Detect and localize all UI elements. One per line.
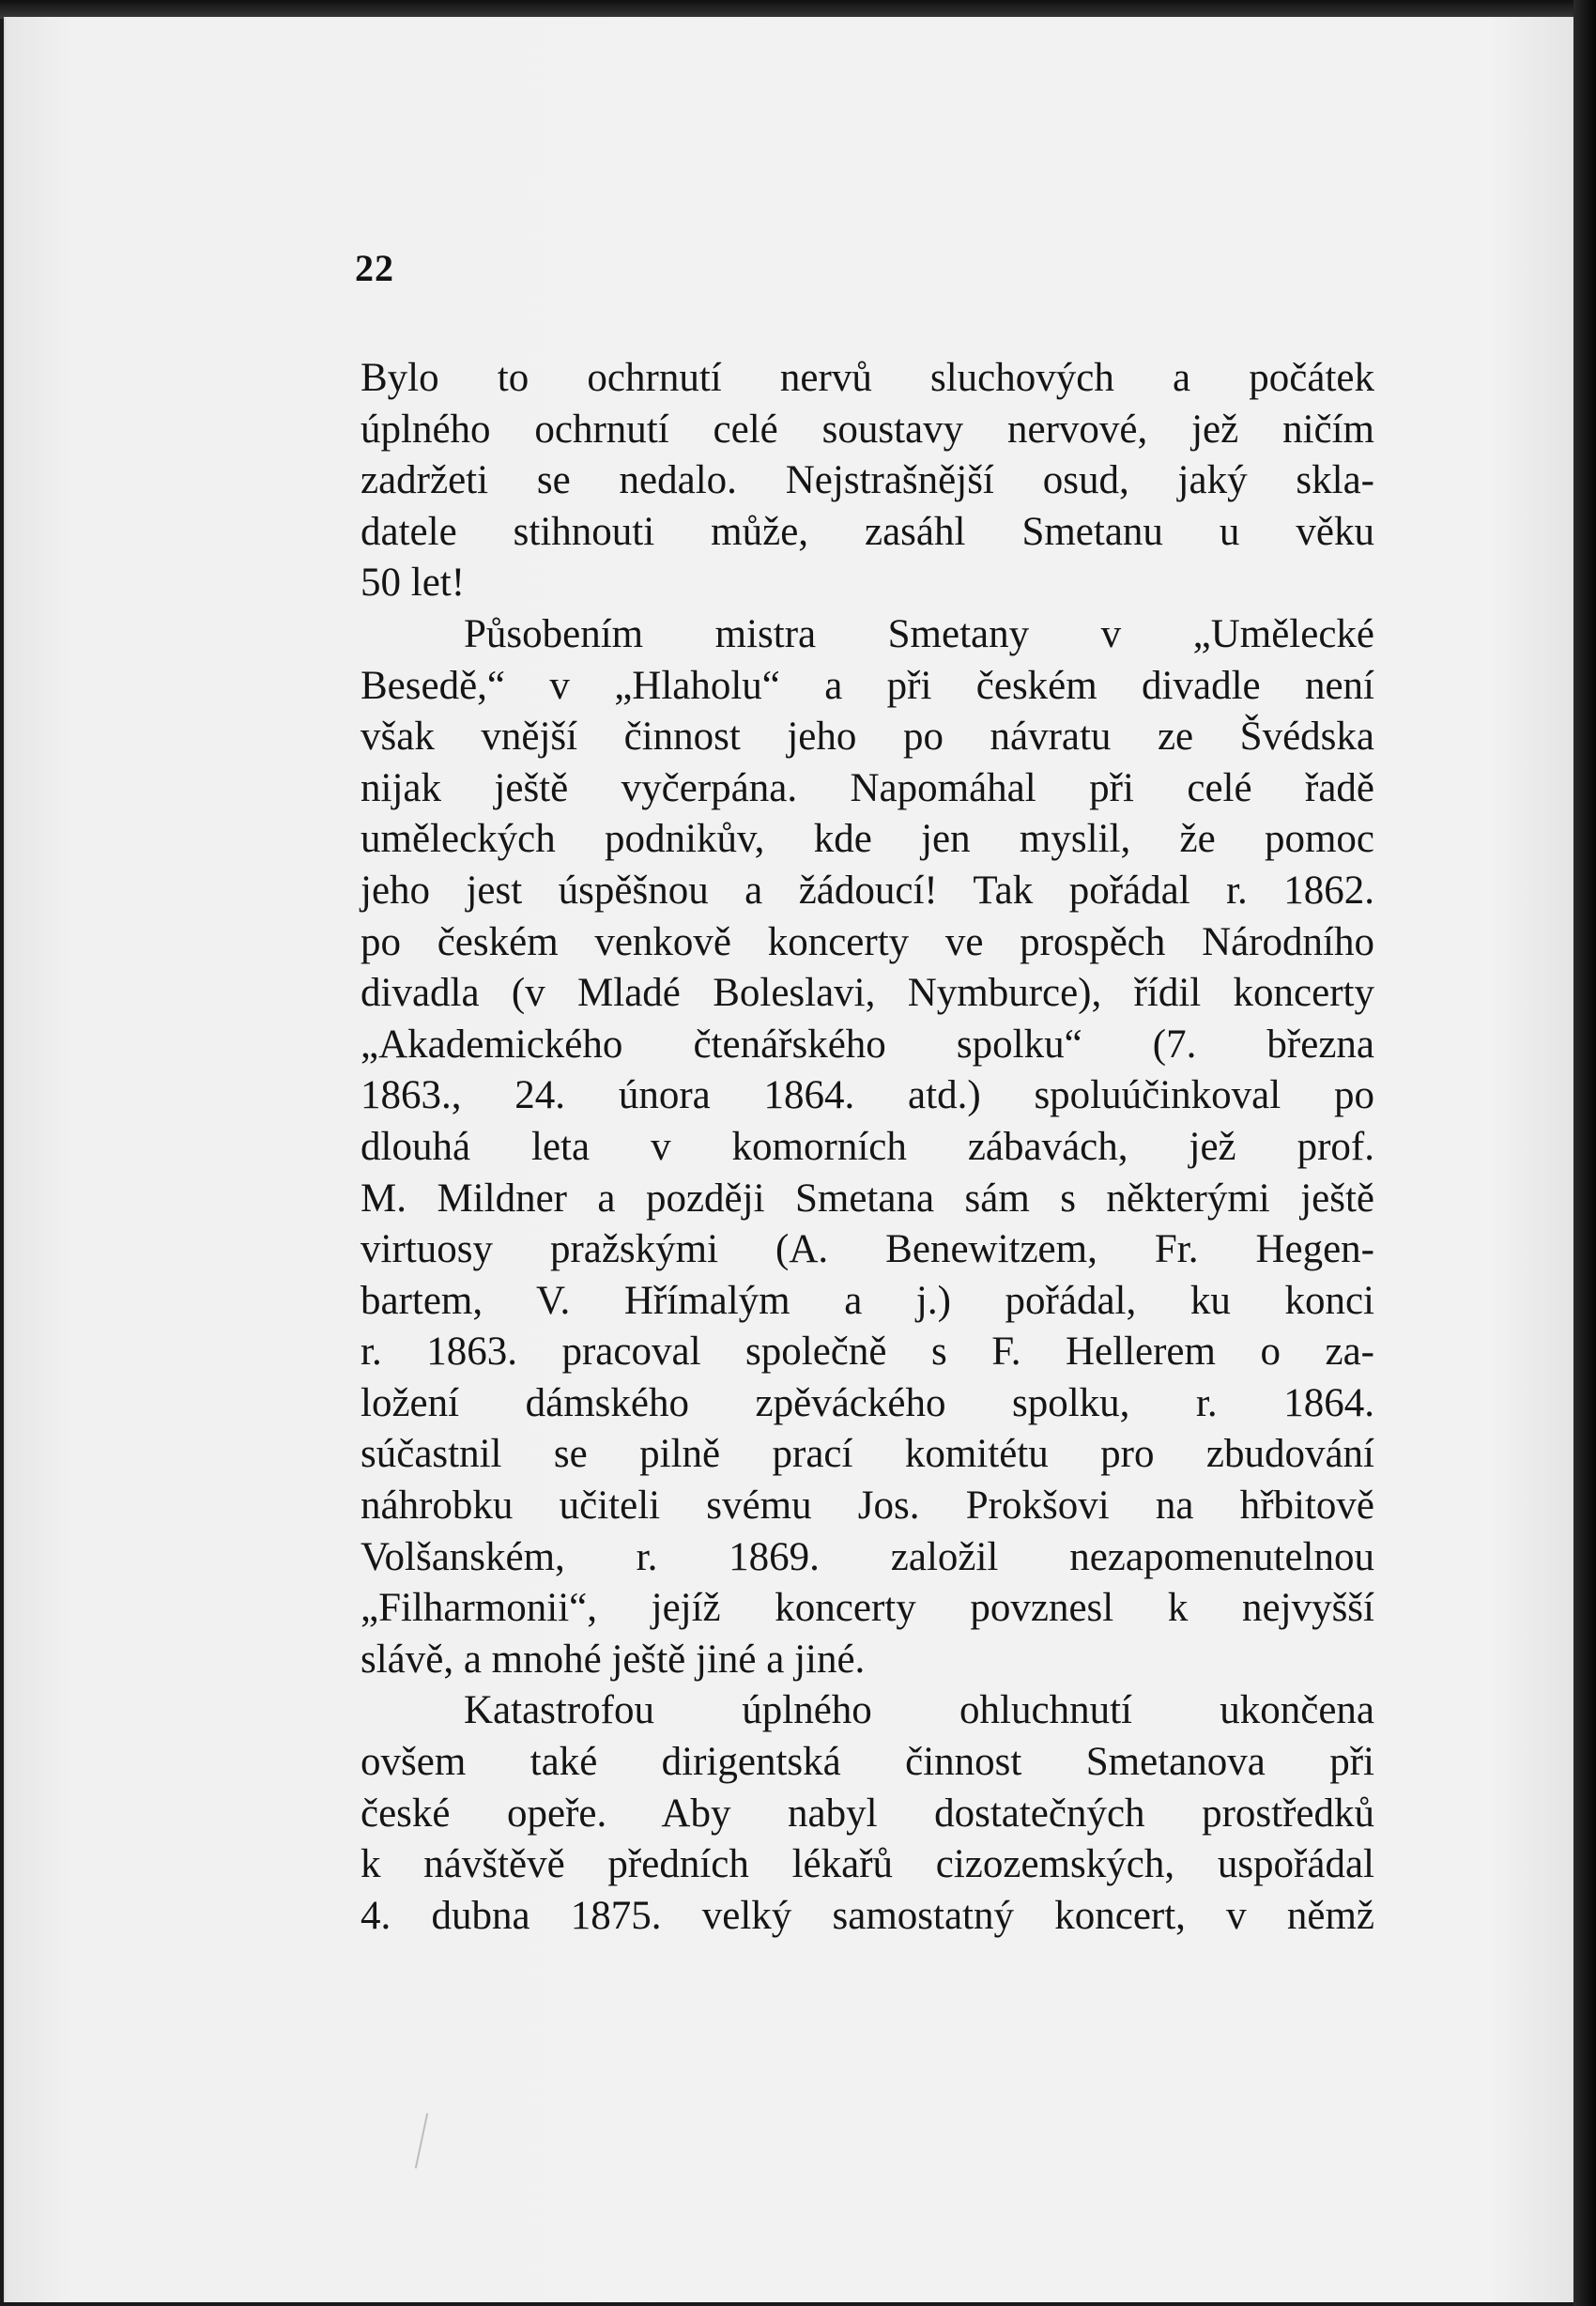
text-line: r. 1863. pracoval společně s F. Hellerem o za- (361, 1330, 1374, 1375)
text-line: súčastnil se pilně prací komitétu pro zbudování (361, 1432, 1374, 1477)
text-line: uměleckých podnikův, kde jen myslil, že pomoc (361, 817, 1374, 862)
text-line: bartem, V. Hřímalým a j.) pořádal, ku konci (361, 1278, 1374, 1323)
text-line: M. Mildner a později Smetana sám s některými ještě (361, 1176, 1374, 1221)
body-text (361, 353, 1374, 1942)
text-line: Bylo to ochrnutí nervů sluchových a počátek (361, 356, 1374, 400)
text-line: slávě, a mnohé ještě jiné a jiné. (361, 1637, 866, 1682)
text-line: datele stihnouti může, zasáhl Smetanu u věku (361, 509, 1374, 554)
text-line: „Akademického čtenářského spolku“ (7. března (361, 1022, 1374, 1067)
text-line: 50 let! (361, 561, 466, 606)
text-line: Katastrofou úplného ohluchnutí ukončena (464, 1688, 1374, 1733)
text-line: po českém venkově koncerty ve prospěch Národního (361, 919, 1374, 964)
text-line: Volšanském, r. 1869. založil nezapomenutelnou (361, 1534, 1374, 1579)
text-line: ovšem také dirigentská činnost Smetanova při (361, 1740, 1374, 1785)
text-line: Působením mistra Smetany v „Umělecké (464, 611, 1374, 656)
text-line: náhrobku učiteli svému Jos. Prokšovi na hřbitově (361, 1484, 1374, 1529)
text-line: dlouhá leta v komorních zábavách, jež prof. (361, 1124, 1374, 1169)
text-line: české opeře. Aby nabyl dostatečných prostředků (361, 1791, 1374, 1836)
text-line: k návštěvě předních lékařů cizozemských, uspořádal (361, 1842, 1374, 1887)
text-line: „Filharmonii“, jejíž koncerty povznesl k nejvyšší (361, 1586, 1374, 1631)
text-line: virtuosy pražskými (A. Benewitzem, Fr. Hegen- (361, 1227, 1374, 1272)
text-line: 1863., 24. února 1864. atd.) spoluúčinkoval po (361, 1073, 1374, 1118)
text-line: divadla (v Mladé Boleslavi, Nymburce), řídil koncerty (361, 971, 1374, 1016)
scan-right-border (1573, 0, 1596, 2306)
text-line: Besedě,“ v „Hlaholu“ a při českém divadle není (361, 663, 1374, 708)
text-line: úplného ochrnutí celé soustavy nervové, jež ničím (361, 407, 1374, 452)
scan-top-border (0, 0, 1596, 19)
text-line: však vnější činnost jeho po návratu ze Švédska (361, 715, 1374, 760)
text-line: jeho jest úspěšnou a žádoucí! Tak pořádal r. 1862. (361, 868, 1374, 913)
text-line: 4. dubna 1875. velký samostatný koncert, v němž (361, 1893, 1374, 1938)
text-line: ložení dámského zpěváckého spolku, r. 1864. (361, 1380, 1374, 1425)
text-line: nijak ještě vyčerpána. Napomáhal při celé řadě (361, 765, 1374, 810)
text-line: zadržeti se nedalo. Nejstrašnější osud, jaký skla- (361, 458, 1374, 503)
page-number: 22 (355, 247, 394, 289)
